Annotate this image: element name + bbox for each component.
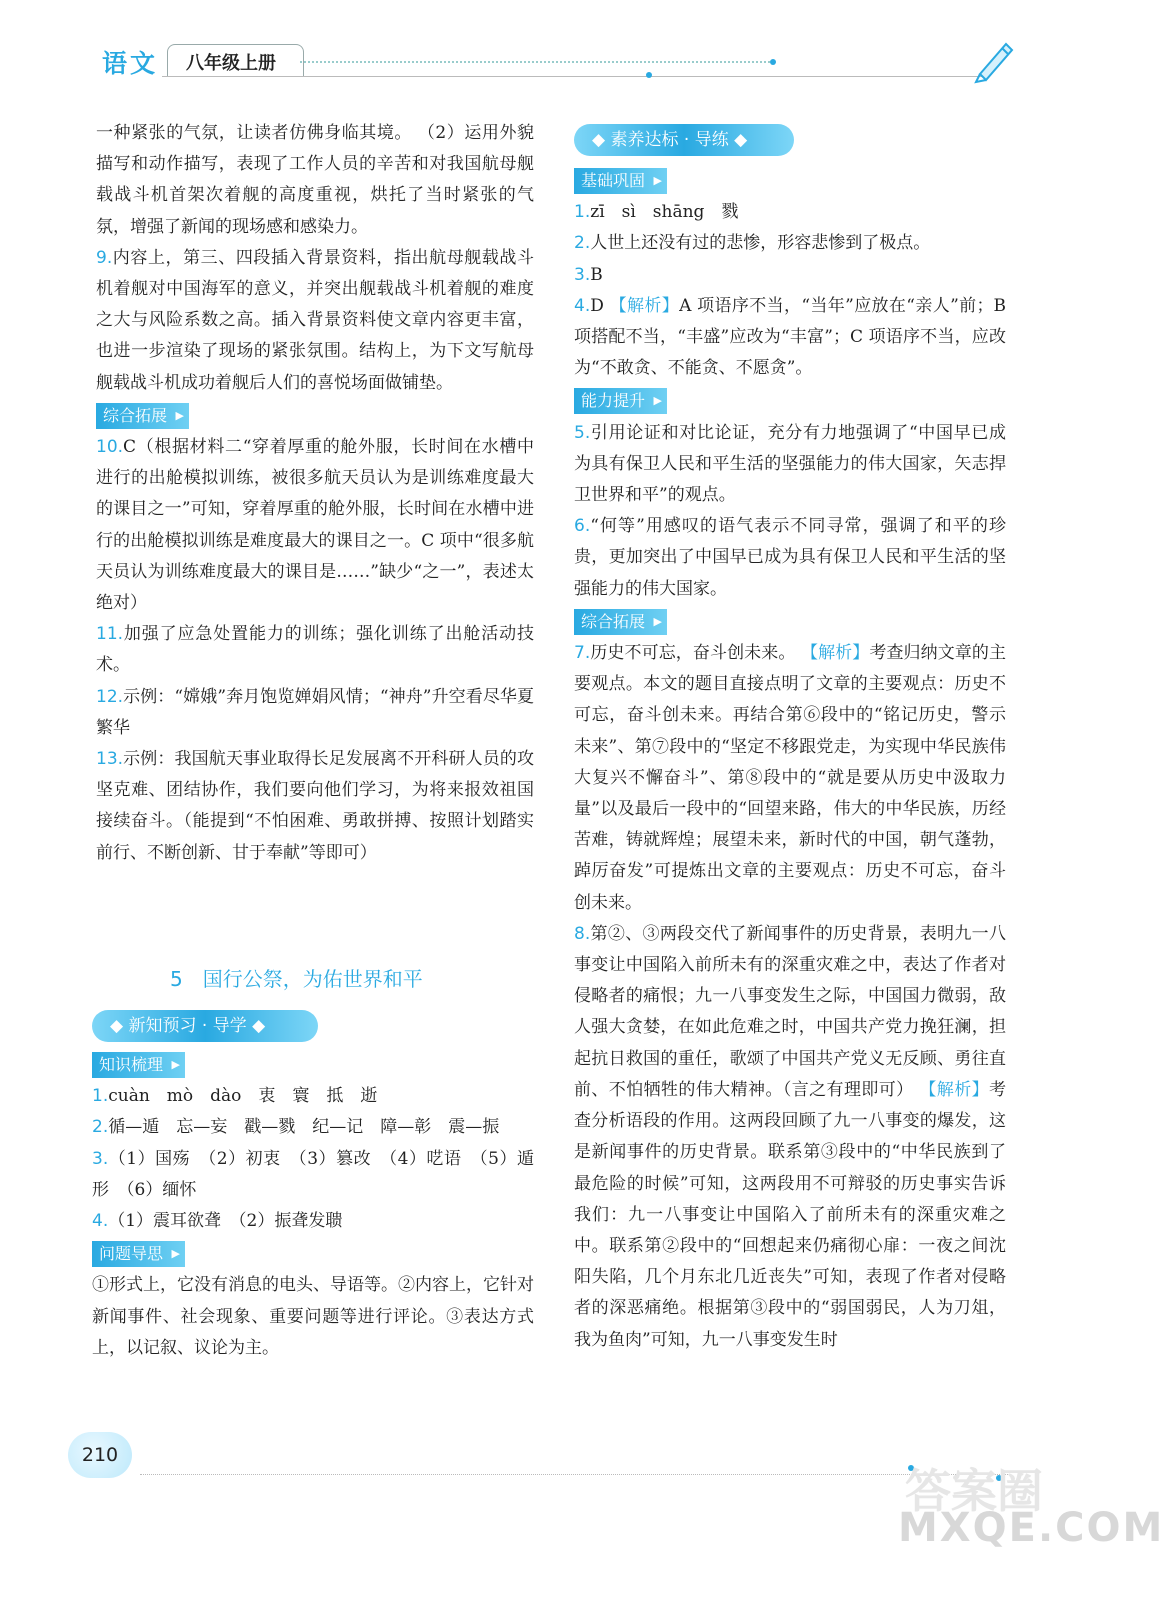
banner-practice: ◆ 素养达标 · 导练 ◆ <box>574 124 794 156</box>
pen-icon <box>966 34 1016 84</box>
grade-label: 八年级上册 <box>186 53 276 74</box>
answer-12 <box>96 682 534 744</box>
answer-number: 10. <box>96 437 124 458</box>
answer-number: 2. <box>574 233 591 254</box>
answer-number: 5. <box>574 422 591 443</box>
basic-4 <box>574 291 1006 385</box>
header-divider <box>300 61 770 63</box>
knowledge-4 <box>92 1206 534 1237</box>
section-label-jichu: 基础巩固 ▶ <box>574 168 667 194</box>
answer-number: 8. <box>574 923 591 944</box>
ability-5 <box>574 418 1006 512</box>
answer-11 <box>96 619 534 681</box>
chapter-number: 5 <box>170 967 183 991</box>
section-label-zonghe: 综合拓展 ▶ <box>96 403 189 429</box>
watermark-logo: 答案圈 <box>905 1464 1043 1518</box>
answer-text: 示例：“嫦娥”奔月饱览婵娟风情；“神舟”升空看尽华夏繁华 <box>96 686 534 738</box>
answer-number: 4. <box>574 295 591 316</box>
basic-1 <box>574 197 1006 228</box>
answer-number: 3. <box>574 264 591 285</box>
header-dot <box>770 59 776 65</box>
answer-text: 人世上还没有过的悲惨，形容悲惨到了极点。 <box>590 233 931 254</box>
answer-text: 示例：我国航天事业取得长足发展离不开科研人员的攻坚克难、团结协作，我们要向他们学习，为将来报效祖国接续奋斗。（能提到“不怕困难、勇敢拼搏、按照计划踏实前行、不断创新、甘于奉献”等即可） <box>96 749 534 863</box>
left-column-lower <box>92 1048 534 1364</box>
subject-title: 语文 <box>102 49 159 78</box>
basic-3 <box>574 260 1006 291</box>
knowledge-3 <box>92 1144 534 1206</box>
answer-number: 3. <box>92 1148 109 1169</box>
section-label-nengli: 能力提升 ▶ <box>574 388 667 414</box>
chapter-name: 国行公祭，为佑世界和平 <box>202 967 423 991</box>
ability-6 <box>574 511 1006 605</box>
question-guide: ①形式上，它没有消息的电头、导语等。②内容上，它针对新闻事件、社会现象、重要问题等进行评论。③表达方式上，以记叙、议论为主。 <box>92 1275 534 1358</box>
answer-choice: D <box>590 295 610 316</box>
answer-text: cuàn mò dào 衷 寰 抵 逝 <box>108 1086 378 1107</box>
left-column <box>96 118 534 869</box>
banner-preview: ◆ 新知预习 · 导学 ◆ <box>92 1010 318 1042</box>
answer-number: 12. <box>96 686 124 707</box>
answer-text: （1）震耳欲聋 （2）振聋发聩 <box>108 1211 343 1232</box>
answer-text: 内容上，第三、四段插入背景资料，指出航母舰载战斗机着舰对中国海军的意义，并突出舰载战斗机着舰的难度之大与风险系数之高。插入背景资料使文章内容更丰富，也进一步渲染了现场的紧张氛围。结构上，为下文写航母舰载战斗机成功着舰后人们的喜悦场面做铺垫。 <box>96 247 534 393</box>
section-label-wenti: 问题导思 ▶ <box>92 1241 185 1267</box>
extend-8 <box>574 919 1006 1356</box>
basic-2 <box>574 228 1006 259</box>
analysis-tag: 【解析】 <box>800 643 870 664</box>
answer-number: 9. <box>96 247 113 268</box>
page-header <box>0 0 1094 90</box>
answer-number: 2. <box>92 1117 109 1138</box>
answer-lead: 第②、③两段交代了新闻事件的历史背景，表明九一八事变让中国陷入前所未有的深重灾难之中，表达了作者对侵略者的痛恨；九一八事变发生之际，中国国力微弱，敌人强大贪婪，在如此危难之时，中国共产党力挽狂澜，担起抗日救国的重任，歌颂了中国共产党义无反顾、勇往直前、不怕牺牲的伟大精神。（言之有理即可） <box>574 923 1006 1100</box>
analysis-tag: 【解析】 <box>919 1079 990 1100</box>
analysis-tag: 【解析】 <box>609 295 680 316</box>
answer-number: 7. <box>574 643 591 664</box>
answer-text: B <box>590 264 603 285</box>
answer-text: 循—遁 忘—妄 戳—戮 纪—记 障—彰 震—振 <box>108 1117 500 1138</box>
answer-number: 13. <box>96 749 124 770</box>
page-number: 210 <box>68 1432 132 1478</box>
answer-text: “何等”用感叹的语气表示不同寻常，强调了和平的珍贵，更加突出了中国早已成为具有保卫人民和平生活的坚强能力的伟大国家。 <box>574 516 1006 599</box>
answer-number: 11. <box>96 624 124 645</box>
answer-text: zī sì shāng 戮 <box>590 202 739 223</box>
chapter-title <box>170 963 423 992</box>
footer-divider <box>140 1474 1010 1475</box>
header-rule <box>162 76 982 77</box>
answer-text: 考查归纳文章的主要观点。本文的题目直接点明了文章的主要观点：历史不可忘，奋斗创未来。再结合第⑥段中的“铭记历史，警示未来”、第⑦段中的“坚定不移跟党走，为实现中华民族伟大复兴不懈奋斗”、第⑧段中的“就是要从历史中汲取力量”以及最后一段中的“回望来路，伟大的中华民族，历经苦难，铸就辉煌；展望未来，新时代的中国，朝气蓬勃，踔厉奋发”可提炼出文章的主要观点：历史不可忘，奋斗创未来。 <box>574 643 1007 913</box>
answer-9 <box>96 243 534 399</box>
answer-number: 1. <box>574 202 591 223</box>
answer-continuation: 一种紧张的气氛，让读者仿佛身临其境。 （2）运用外貌描写和动作描写，表现了工作人员的辛苦和对我国航母舰载战斗机首架次着舰的高度重视，烘托了当时紧张的气氛，增强了新闻的现场感和感染力。 <box>96 123 534 237</box>
answer-text: 引用论证和对比论证，充分有力地强调了“中国早已成为具有保卫人民和平生活的坚强能力的伟大国家，矢志捍卫世界和平”的观点。 <box>574 422 1006 506</box>
knowledge-1 <box>92 1081 534 1112</box>
answer-text: 考查分析语段的作用。这两段回顾了九一八事变的爆发，这是新闻事件的历史背景。联系第③段中的“中华民族到了最危险的时候”可知，这两段用不可辩驳的历史事实告诉我们：九一八事变让中国陷入了前所未有的深重灾难之中。联系第②段中的“回想起来仍痛彻心扉：一夜之间沈阳失陷，几个月东北几近丧失”可知，表现了作者对侵略者的深恶痛绝。根据第③段中的“弱国弱民，人为刀俎，我为鱼肉”可知，九一八事变发生时 <box>574 1079 1007 1350</box>
answer-text: 加强了应急处置能力的训练；强化训练了出舱活动技术。 <box>96 624 534 676</box>
section-label-zhishi: 知识梳理 ▶ <box>92 1052 185 1078</box>
answer-13 <box>96 744 534 869</box>
knowledge-2 <box>92 1112 534 1143</box>
answer-text: （1）国殇 （2）初衷 （3）篡改 （4）呓语 （5）遁形 （6）缅怀 <box>92 1148 534 1200</box>
answer-lead: 历史不可忘，奋斗创未来。 <box>590 643 801 664</box>
section-label-zonghe-right: 综合拓展 ▶ <box>574 609 667 635</box>
header-dot <box>646 72 652 78</box>
answer-number: 1. <box>92 1086 109 1107</box>
right-column <box>574 164 1006 1356</box>
answer-number: 6. <box>574 516 591 537</box>
answer-10 <box>96 432 534 619</box>
answer-text: C（根据材料二“穿着厚重的舱外服，长时间在水槽中进行的出舱模拟训练，被很多航天员认为是训练难度最大的课目之一”可知，穿着厚重的舱外服，长时间在水槽中进行的出舱模拟训练是难度最大的课目之一。C 项中“很多航天员认为训练难度最大的课目是……”缺少“之一”，表述太绝对） <box>96 437 534 614</box>
answer-number: 4. <box>92 1211 109 1232</box>
answer-text: A 项语序不当，“当年”应放在“亲人”前；B 项搭配不当，“丰盛”应改为“丰富”；C 项语序不当，应改为“不敢贪、不能贪、不愿贪”。 <box>574 295 1006 379</box>
watermark-text: MXQE.COM <box>898 1505 1164 1551</box>
extend-7 <box>574 638 1006 919</box>
